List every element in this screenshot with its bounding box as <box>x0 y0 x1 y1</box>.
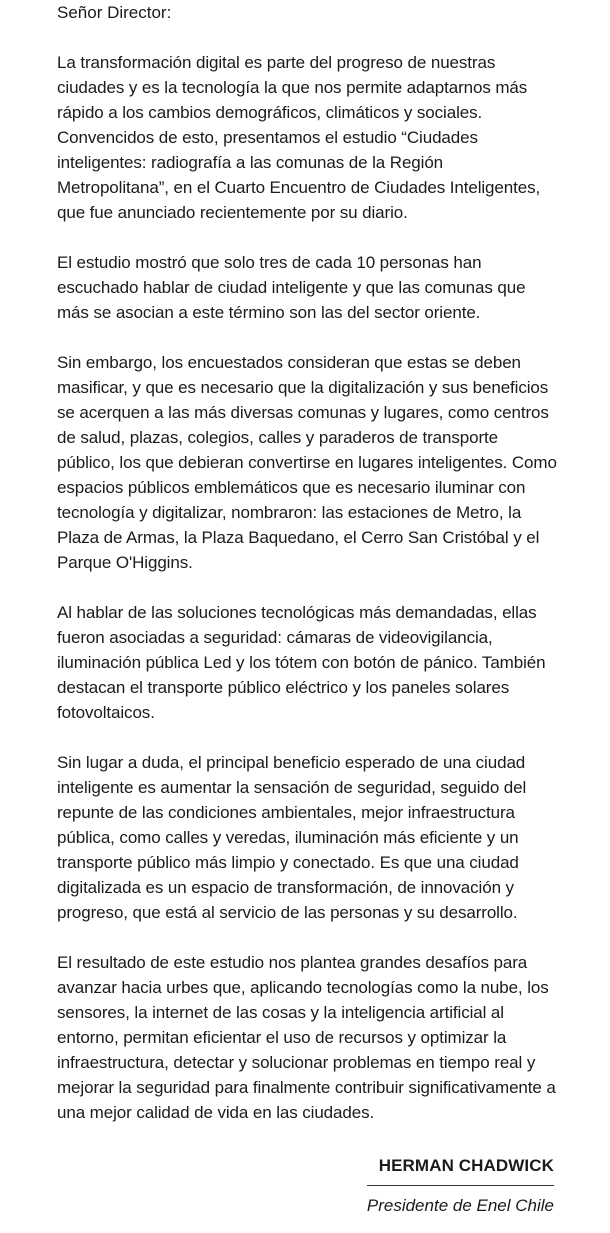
paragraph-2: El estudio mostró que solo tres de cada 10 personas han escuchado hablar de ciudad inteligente y que las comunas que más se asocian a este término son las del sector oriente. <box>57 253 526 322</box>
paragraph-3: Sin embargo, los encuestados consideran que estas se deben masificar, y que es necesario que la digitalización y sus beneficios se acerquen a las más diversas comunas y lugares, como centros de salud, plazas, colegios, calles y paraderos de transporte público, los que debieran convertirse en lugares inteligentes. Como espacios públicos emblemáticos que es necesario iluminar con tecnología y digitalizar, nombraron: las estaciones de Metro, la Plaza de Armas, la Plaza Baquedano, el Cerro San Cristóbal y el Parque O'Higgins. <box>57 353 557 572</box>
paragraph-1: La transformación digital es parte del progreso de nuestras ciudades y es la tecnología la que nos permite adaptarnos más rápido a los cambios demográficos, climáticos y sociales. Convencidos de esto, presentamos el estudio “Ciudades inteligentes: radiografía a las comunas de la Región Metropolitana”, en el Cuarto Encuentro de Ciudades Inteligentes, que fue anunciado recientemente por su diario. <box>57 53 541 222</box>
paragraph-6: El resultado de este estudio nos plantea grandes desafíos para avanzar hacia urbes que, aplicando tecnologías como la nube, los sensores, la internet de las cosas y la inteligencia artificial al entorno, permitan eficientar el uso de recursos y optimizar la infraestructura, detectar y solucionar problemas en tiempo real y mejorar la seguridad para finalmente contribuir significativamente a una mejor calidad de vida en las ciudades. <box>57 953 556 1122</box>
signature-title: Presidente de Enel Chile <box>366 1196 554 1215</box>
paragraph-5: Sin lugar a duda, el principal beneficio esperado de una ciudad inteligente es aumentar la sensación de seguridad, seguido del repunte de las condiciones ambientales, mejor infraestructura pública, como calles y veredas, iluminación más eficiente y un transporte público más limpio y conectado. Es que una ciudad digitalizada es un espacio de transformación, de innovación y progreso, que está al servicio de las personas y su desarrollo. <box>57 753 527 922</box>
letter-body <box>57 0 557 1125</box>
signature-name: HERMAN CHADWICK <box>367 1155 554 1186</box>
salutation: Señor Director: <box>57 3 172 22</box>
signature-block <box>367 1155 554 1217</box>
paragraph-4: Al hablar de las soluciones tecnológicas más demandadas, ellas fueron asociadas a seguridad: cámaras de videovigilancia, iluminación pública Led y los tótem con botón de pánico. También destacan el transporte público eléctrico y los paneles solares fotovoltaicos. <box>57 603 546 722</box>
